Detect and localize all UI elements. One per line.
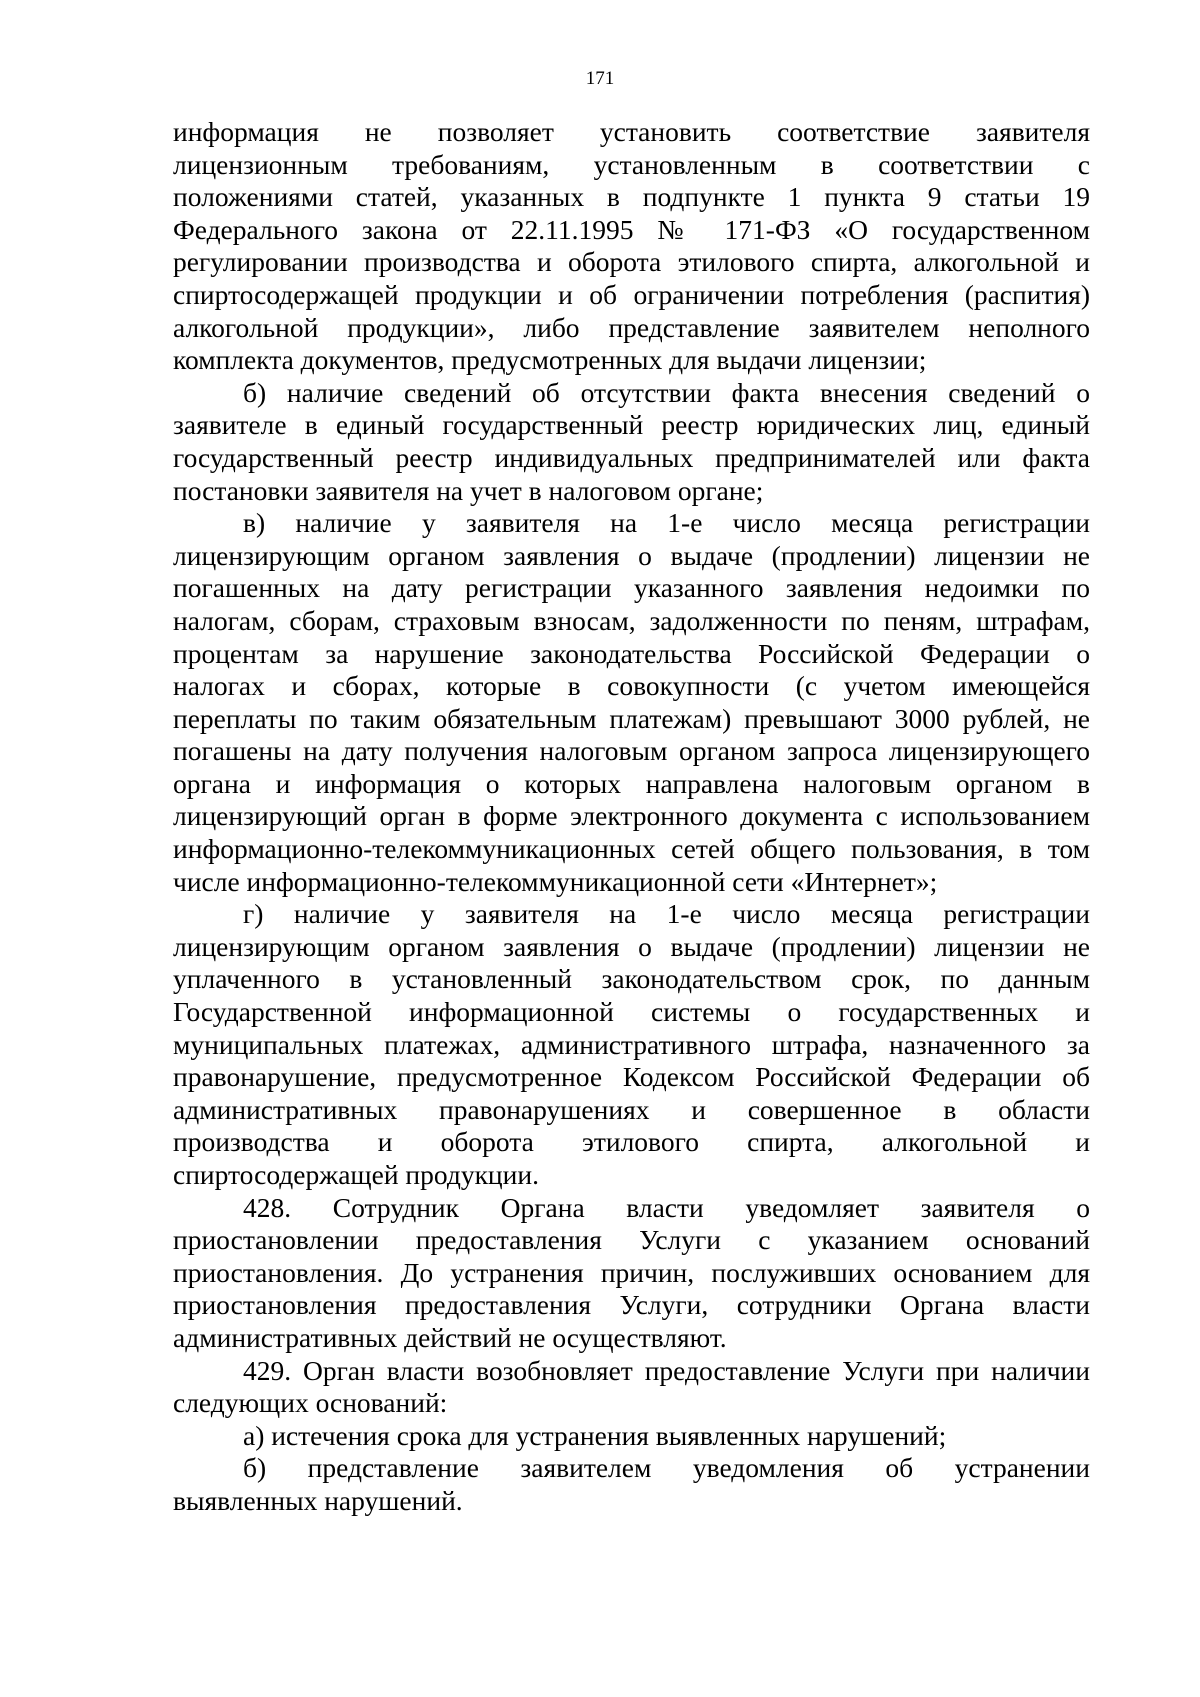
- text-line: налогам, сборам, страховым взносам, задолженности по пеням, штрафам,: [173, 604, 1090, 636]
- paragraph-item-a: [173, 1420, 1090, 1453]
- text-line: налогах и сборах, которые в совокупности (с учетом имеющейся: [173, 670, 1090, 702]
- paragraph-section-429: [173, 1355, 1090, 1420]
- paragraph-continuation: [173, 116, 1090, 377]
- paragraph-section-428: [173, 1192, 1090, 1355]
- text-line: лицензионным требованиям, установленным в соответствии с: [173, 148, 1090, 180]
- text-line: лицензирующим органом заявления о выдаче (продлении) лицензии не: [173, 539, 1090, 571]
- text-line: комплекта документов, предусмотренных для выдачи лицензии;: [173, 344, 927, 376]
- text-line: приостановления. До устранения причин, послуживших основанием для: [173, 1256, 1090, 1288]
- text-line: регулировании производства и оборота этилового спирта, алкогольной и: [173, 246, 1090, 278]
- text-line: правонарушение, предусмотренное Кодексом Российской Федерации об: [173, 1061, 1090, 1093]
- text-line: Государственной информационной системы о государственных и: [173, 996, 1090, 1028]
- page-number: 171: [585, 68, 615, 89]
- text-line: спиртосодержащей продукции.: [173, 1159, 539, 1190]
- text-line: а) истечения срока для устранения выявленных нарушений;: [243, 1419, 947, 1451]
- text-line: государственный реестр индивидуальных предпринимателей или факта: [173, 441, 1090, 473]
- text-line: муниципальных платежах, административного штрафа, назначенного за: [173, 1028, 1090, 1060]
- text-line: г) наличие у заявителя на 1-е число месяца регистрации: [243, 898, 1090, 930]
- text-line: выявленных нарушений.: [173, 1484, 463, 1516]
- text-line: 428. Сотрудник Органа власти уведомляет заявителя о: [243, 1191, 1090, 1223]
- paragraph-item-v: [173, 507, 1090, 898]
- text-line: б) наличие сведений об отсутствии факта внесения сведений о: [243, 376, 1090, 408]
- text-line: информация не позволяет установить соответствие заявителя: [173, 116, 1090, 147]
- text-line: лицензирующий орган в форме электронного документа с использованием: [173, 800, 1090, 832]
- text-line: процентам за нарушение законодательства Российской Федерации о: [173, 637, 1090, 669]
- paragraph-item-b: [173, 377, 1090, 507]
- paragraph-item-b-2: [173, 1452, 1090, 1517]
- text-line: уплаченного в установленный законодательством срок, по данным: [173, 963, 1090, 995]
- text-line: Федерального закона от 22.11.1995 № 171-ФЗ «О государственном: [173, 213, 1090, 245]
- text-line: лицензирующим органом заявления о выдаче (продлении) лицензии не: [173, 930, 1090, 962]
- text-line: производства и оборота этилового спирта, алкогольной и: [173, 1126, 1090, 1158]
- text-line: в) наличие у заявителя на 1-е число месяца регистрации: [243, 507, 1090, 539]
- text-line: административных правонарушениях и совершенное в области: [173, 1093, 1090, 1125]
- text-line: постановки заявителя на учет в налоговом органе;: [173, 474, 764, 506]
- text-line: 429. Орган власти возобновляет предоставление Услуги при наличии: [243, 1354, 1090, 1386]
- text-line: б) представление заявителем уведомления об устранении: [243, 1452, 1090, 1484]
- text-line: следующих оснований:: [173, 1387, 448, 1419]
- text-line: алкогольной продукции», либо представление заявителем неполного: [173, 311, 1090, 343]
- text-line: органа и информация о которых направлена налоговым органом в: [173, 767, 1090, 799]
- text-line: административных действий не осуществляют.: [173, 1321, 727, 1353]
- document-body: [173, 116, 1090, 1518]
- text-line: приостановления предоставления Услуги, сотрудники Органа власти: [173, 1289, 1090, 1321]
- text-line: погашены на дату получения налоговым органом запроса лицензирующего: [173, 735, 1090, 767]
- text-line: информационно-телекоммуникационных сетей общего пользования, в том: [173, 833, 1090, 865]
- text-line: заявителе в единый государственный реестр юридических лиц, единый: [173, 409, 1090, 441]
- text-line: приостановлении предоставления Услуги с указанием оснований: [173, 1224, 1090, 1256]
- text-line: числе информационно-телекоммуникационной сети «Интернет»;: [173, 865, 938, 897]
- paragraph-item-g: [173, 898, 1090, 1191]
- text-line: погашенных на дату регистрации указанного заявления недоимки по: [173, 572, 1090, 604]
- text-line: спиртосодержащей продукции и об ограничении потребления (распития): [173, 278, 1090, 310]
- text-line: положениями статей, указанных в подпункте 1 пункта 9 статьи 19: [173, 181, 1090, 213]
- text-line: переплаты по таким обязательным платежам) превышают 3000 рублей, не: [173, 702, 1090, 734]
